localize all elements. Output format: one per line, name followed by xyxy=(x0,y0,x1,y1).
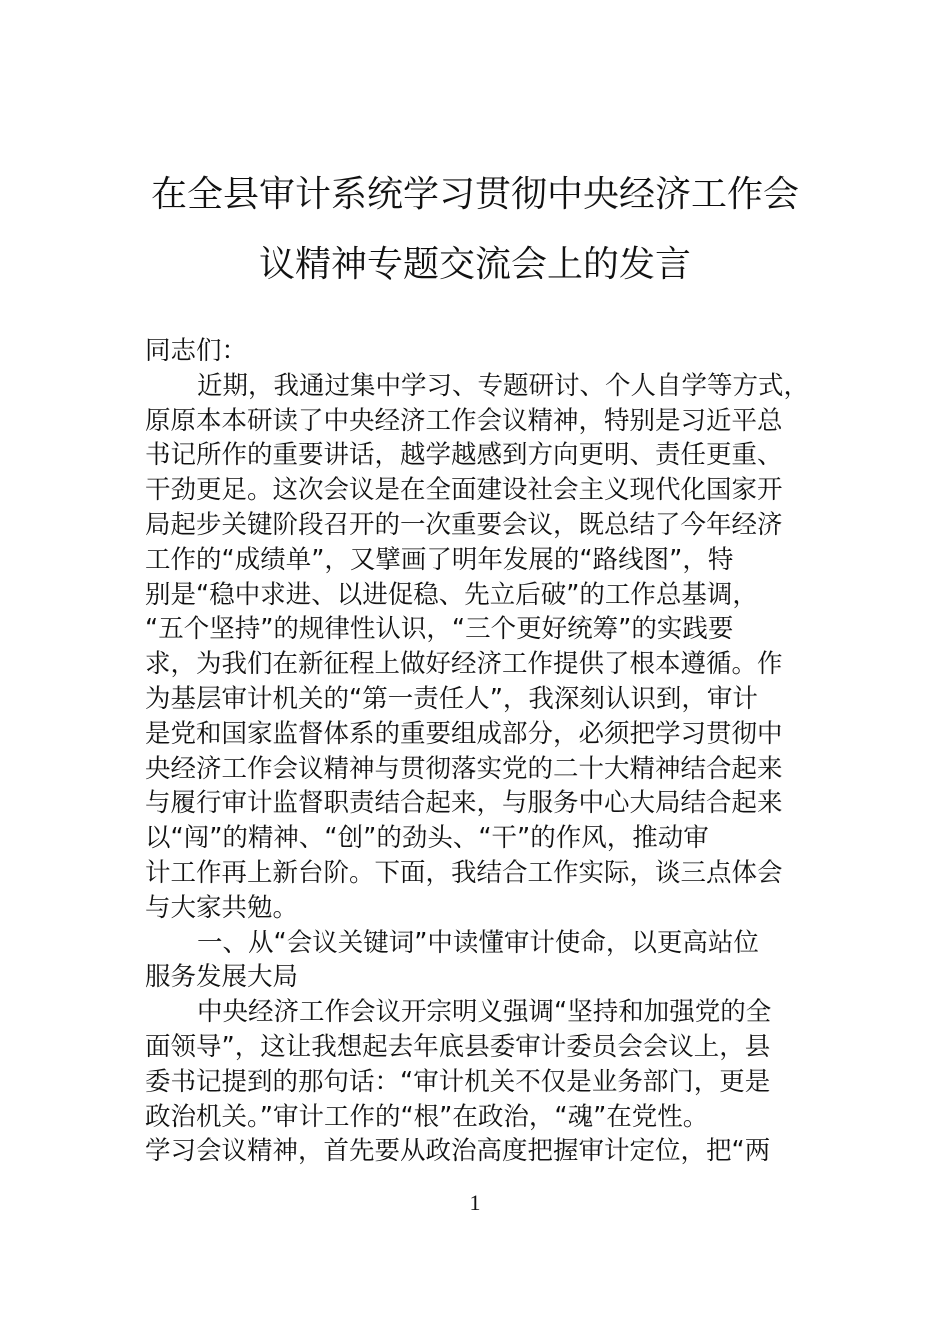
body-line: 学习会议精神，首先要从政治高度把握审计定位，把“两 xyxy=(145,1136,771,1167)
body-line: 为基层审计机关的“第一责任人”，我深刻认识到，审计 xyxy=(145,683,758,714)
body-line: 与大家共勉。 xyxy=(145,892,299,923)
body-line: 以“闯”的精神、“创”的劲头、“干”的作风，推动审 xyxy=(145,823,709,854)
body-line: 别是“稳中求进、以进促稳、先立后破”的工作总基调， xyxy=(145,579,758,610)
body-line: 求，为我们在新征程上做好经济工作提供了根本遵循。作 xyxy=(145,649,783,680)
body-line: 政治机关。”审计工作的“根”在政治，“魂”在党性。 xyxy=(145,1101,709,1132)
body-line: 原原本本研读了中央经济工作会议精神，特别是习近平总 xyxy=(145,405,783,436)
body-line: 委书记提到的那句话：“审计机关不仅是业务部门，更是 xyxy=(145,1066,771,1097)
document-body xyxy=(145,334,825,1169)
body-lines xyxy=(145,369,825,1169)
body-line: 干劲更足。这次会议是在全面建设社会主义现代化国家开 xyxy=(145,475,783,506)
body-line: 面领导”，这让我想起去年底县委审计委员会会议上，县 xyxy=(145,1031,771,1062)
document-title-line-1: 在全县审计系统学习贯彻中央经济工作会 xyxy=(150,174,799,215)
salutation: 同志们： xyxy=(145,336,248,366)
body-line: 计工作再上新台阶。下面，我结合工作实际，谈三点体会 xyxy=(145,857,783,888)
body-line: 中央经济工作会议开宗明义强调“坚持和加强党的全 xyxy=(197,997,772,1028)
body-line: 局起步关键阶段召开的一次重要会议，既总结了今年经济 xyxy=(145,509,783,540)
body-line: 书记所作的重要讲话，越学越感到方向更明、责任更重、 xyxy=(145,440,783,471)
body-line: 是党和国家监督体系的重要组成部分，必须把学习贯彻中 xyxy=(145,718,783,749)
body-line: 近期，我通过集中学习、专题研讨、个人自学等方式， xyxy=(197,370,810,401)
body-line: 工作的“成绩单”，又擘画了明年发展的“路线图”，特 xyxy=(145,544,734,575)
body-line: 一、从“会议关键词”中读懂审计使命，以更高站位 xyxy=(197,927,759,958)
body-line: “五个坚持”的规律性认识，“三个更好统筹”的实践要 xyxy=(145,614,734,645)
document-title-line-2: 议精神专题交流会上的发言 xyxy=(258,244,691,285)
body-line: 服务发展大局 xyxy=(145,962,299,993)
page-number: 1 xyxy=(469,1190,481,1215)
body-line: 与履行审计监督职责结合起来，与服务中心大局结合起来 xyxy=(145,788,783,819)
body-line: 央经济工作会议精神与贯彻落实党的二十大精神结合起来 xyxy=(145,753,783,784)
